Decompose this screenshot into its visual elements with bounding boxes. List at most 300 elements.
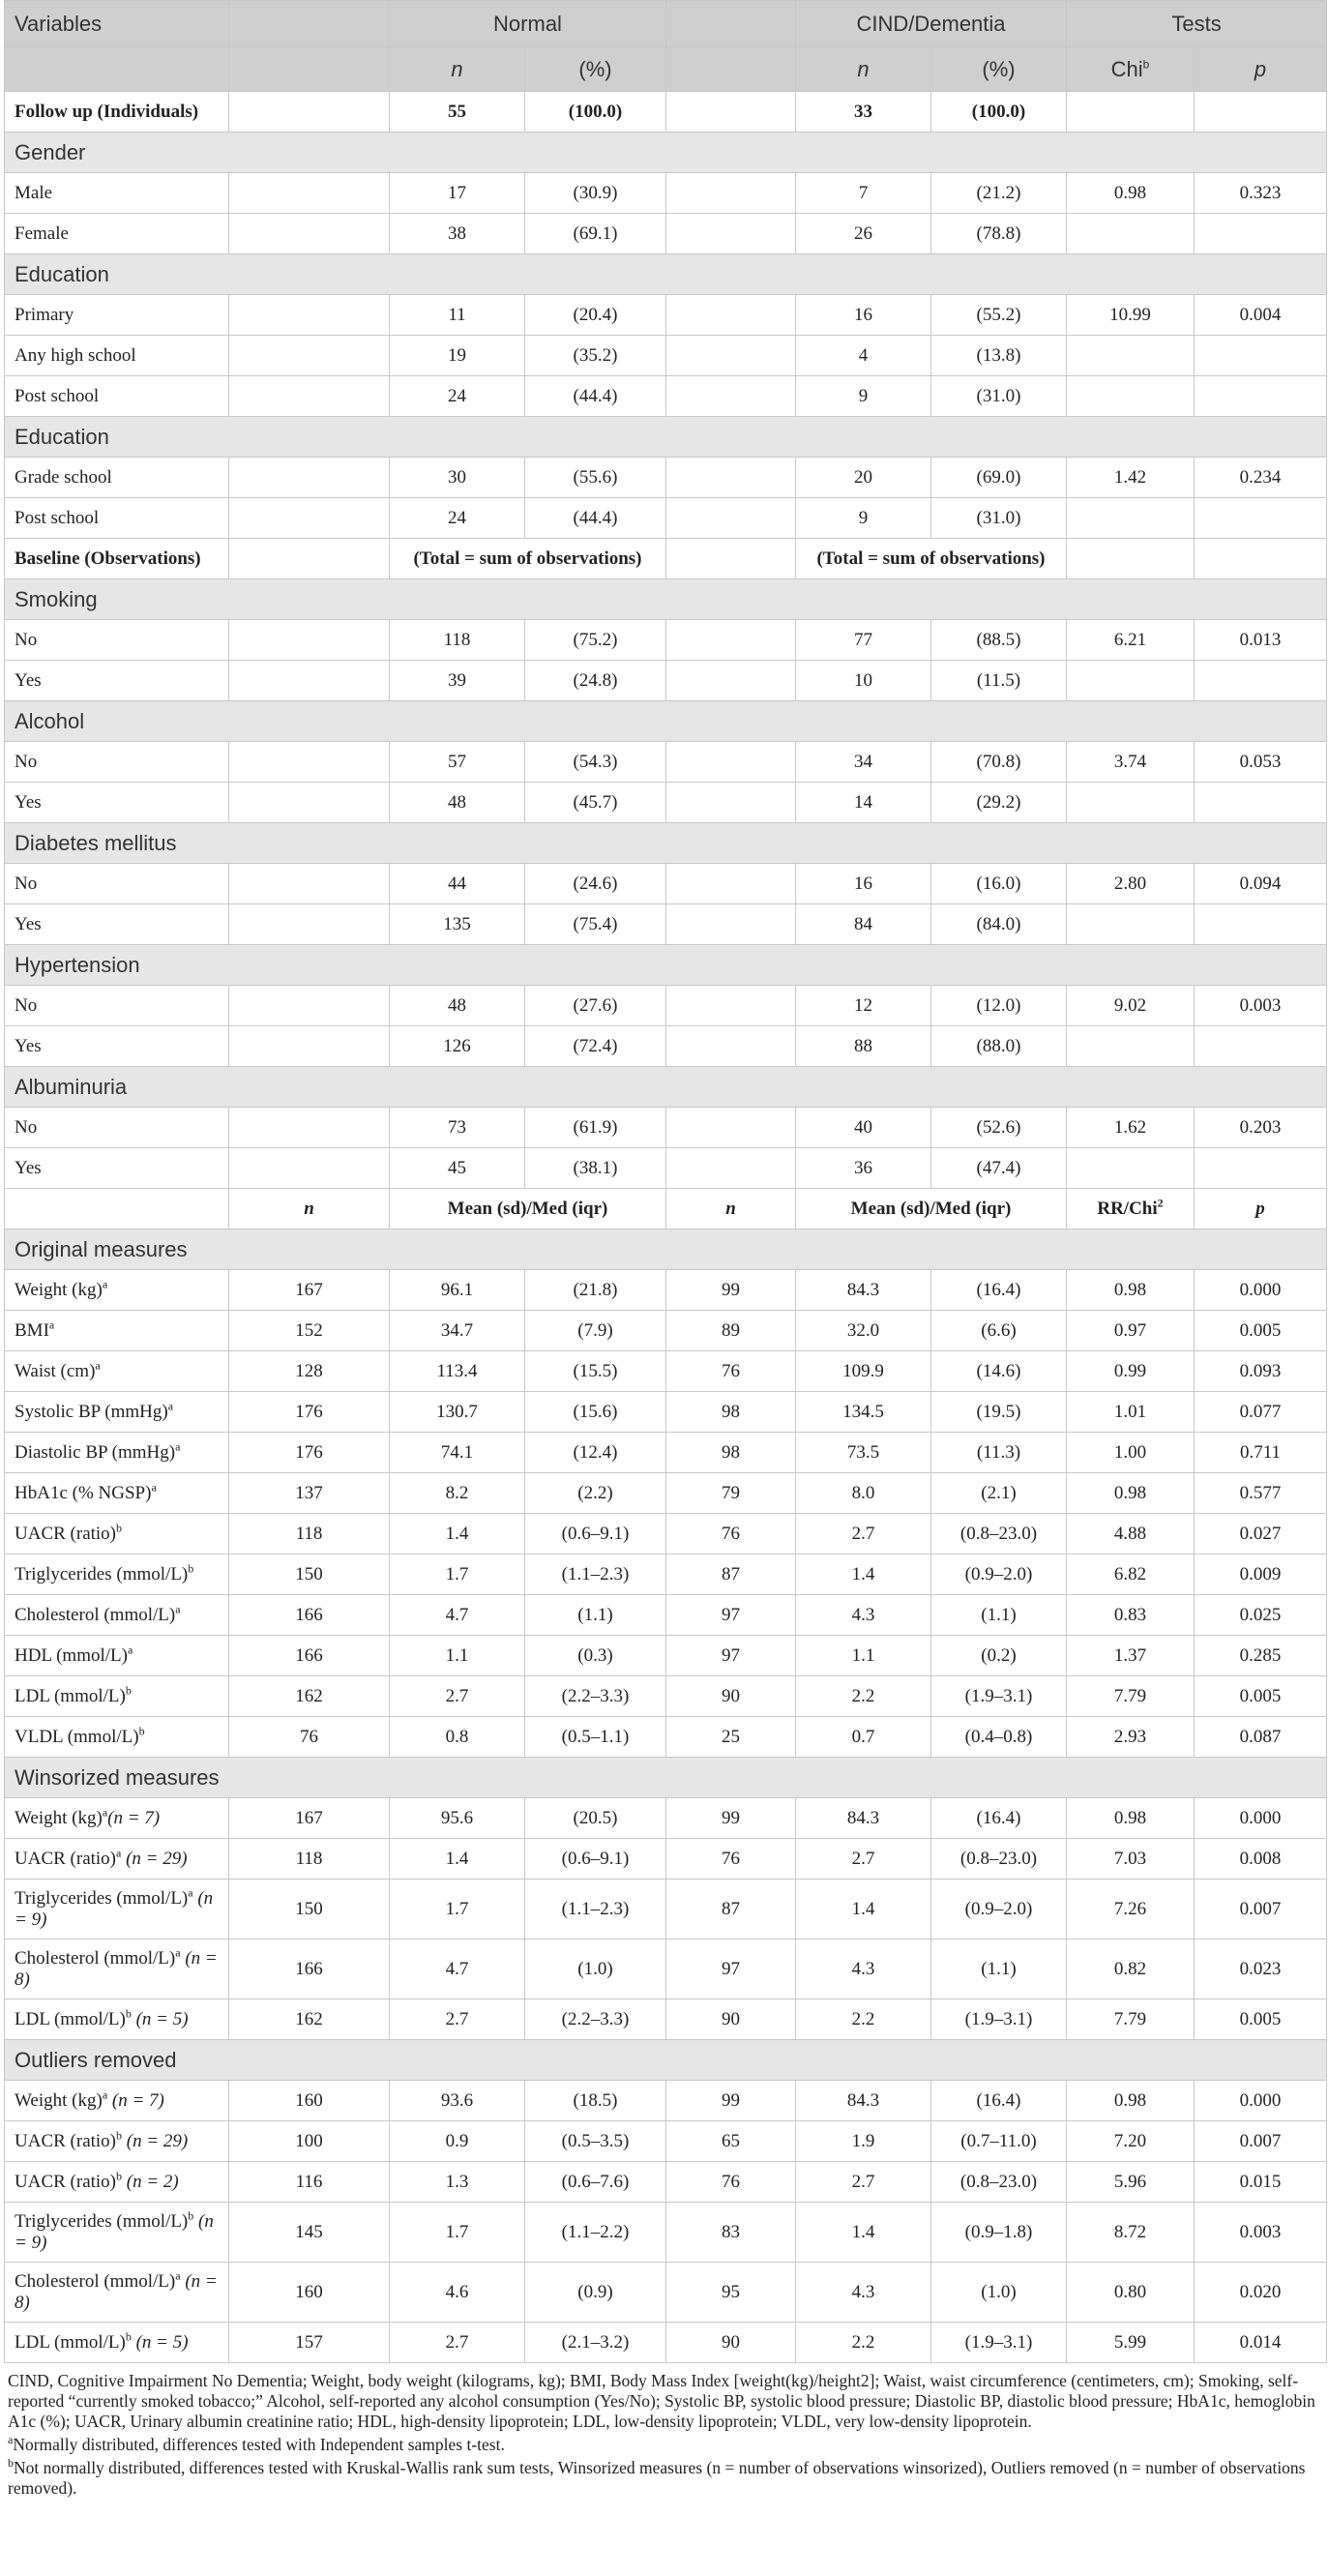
alcohol-section-header xyxy=(5,701,1327,742)
p-value: 0.020 xyxy=(1195,2263,1327,2323)
pct-cind: (31.0) xyxy=(931,498,1067,539)
mean-normal: 0.8 xyxy=(390,1717,525,1758)
gender-section-header xyxy=(5,133,1327,173)
pct-normal: (44.4) xyxy=(525,498,666,539)
p-value: 0.000 xyxy=(1195,2081,1327,2121)
pct-normal: (24.6) xyxy=(525,864,666,904)
pct-normal: (24.8) xyxy=(525,661,666,701)
table-row xyxy=(5,1595,1327,1636)
row-label: No xyxy=(5,742,229,783)
sd-normal: (0.6–9.1) xyxy=(525,1514,666,1554)
row-label: Post school xyxy=(5,376,229,417)
hypertension-section-title: Hypertension xyxy=(5,945,1327,986)
sd-cind: (0.4–0.8) xyxy=(931,1717,1067,1758)
sd-normal: (2.2–3.3) xyxy=(525,1999,666,2040)
mean-normal: 1.4 xyxy=(390,1514,525,1554)
pct-cind: (52.6) xyxy=(931,1108,1067,1148)
mean-cind: 32.0 xyxy=(796,1311,931,1351)
followup-n-cind: 33 xyxy=(796,92,931,133)
p-value: 0.007 xyxy=(1195,2121,1327,2162)
rr-value: 8.72 xyxy=(1067,2203,1195,2263)
table-row xyxy=(5,2162,1327,2203)
table-row xyxy=(5,1514,1327,1554)
n-cind: 95 xyxy=(666,2263,796,2323)
subheader-p: p xyxy=(1195,1189,1327,1229)
sd-cind: (1.9–3.1) xyxy=(931,2323,1067,2363)
education1-section-header xyxy=(5,254,1327,295)
n-normal: 166 xyxy=(229,1636,390,1676)
row-label: Weight (kg)$^a$(n = 7) xyxy=(5,1798,229,1839)
n-normal: 39 xyxy=(390,661,525,701)
p-value: 0.000 xyxy=(1195,1798,1327,1839)
table-row xyxy=(5,2323,1327,2363)
rr-value: 1.00 xyxy=(1067,1433,1195,1473)
sd-cind: (0.2) xyxy=(931,1636,1067,1676)
footnote-a: $^a$Normally distributed, differences tested with Independent samples t-test. xyxy=(8,2433,505,2454)
mean-cind: 1.4 xyxy=(796,2203,931,2263)
pct-cind: (47.4) xyxy=(931,1148,1067,1189)
table-row xyxy=(5,2121,1327,2162)
chi-value: 2.80 xyxy=(1067,864,1195,904)
chi-value: 3.74 xyxy=(1067,742,1195,783)
sd-normal: (12.4) xyxy=(525,1433,666,1473)
rr-value: 7.20 xyxy=(1067,2121,1195,2162)
rr-value: 6.82 xyxy=(1067,1554,1195,1595)
mean-normal: 0.9 xyxy=(390,2121,525,2162)
mean-normal: 2.7 xyxy=(390,1999,525,2040)
n-cind: 16 xyxy=(796,864,931,904)
subheader-n-cind: n xyxy=(666,1189,796,1229)
mean-normal: 34.7 xyxy=(390,1311,525,1351)
smoking-section-title: Smoking xyxy=(5,579,1327,620)
table-row xyxy=(5,620,1327,661)
table-row xyxy=(5,783,1327,823)
n-cind: 87 xyxy=(666,1554,796,1595)
chi-value: 9.02 xyxy=(1067,986,1195,1026)
p-value: 0.023 xyxy=(1195,1939,1327,1999)
pct-normal: (61.9) xyxy=(525,1108,666,1148)
header-pct-normal: (%) xyxy=(525,47,666,92)
sd-cind: (0.9–2.0) xyxy=(931,1880,1067,1939)
sd-cind: (16.4) xyxy=(931,2081,1067,2121)
sd-cind: (0.8–23.0) xyxy=(931,1514,1067,1554)
pct-cind: (69.0) xyxy=(931,458,1067,498)
p-value: 0.711 xyxy=(1195,1433,1327,1473)
p-value: 0.577 xyxy=(1195,1473,1327,1514)
baseline-cind-total: (Total = sum of observations) xyxy=(796,539,1067,579)
n-normal: 44 xyxy=(390,864,525,904)
mean-normal: 2.7 xyxy=(390,1676,525,1717)
row-label: Waist (cm)$^a$ xyxy=(5,1351,229,1392)
n-cind: 77 xyxy=(796,620,931,661)
mean-cind: 4.3 xyxy=(796,1939,931,1999)
row-label: Post school xyxy=(5,498,229,539)
table-row xyxy=(5,904,1327,945)
n-cind: 90 xyxy=(666,1999,796,2040)
mean-normal: 96.1 xyxy=(390,1270,525,1311)
p-value: 0.094 xyxy=(1195,864,1327,904)
header-chi: Chi$^b$ xyxy=(1067,47,1195,92)
followup-pct-normal: (100.0) xyxy=(525,92,666,133)
rr-value: 0.80 xyxy=(1067,2263,1195,2323)
row-label: Triglycerides (mmol/L)$^a$ (n = 9) xyxy=(5,1880,229,1939)
row-label: BMI$^a$ xyxy=(5,1311,229,1351)
pct-normal: (38.1) xyxy=(525,1148,666,1189)
n-cind: 12 xyxy=(796,986,931,1026)
row-label: No xyxy=(5,1108,229,1148)
mean-normal: 1.1 xyxy=(390,1636,525,1676)
row-label: No xyxy=(5,620,229,661)
n-normal: 135 xyxy=(390,904,525,945)
p-value: 0.008 xyxy=(1195,1839,1327,1880)
p-value xyxy=(1195,336,1327,376)
n-cind: 98 xyxy=(666,1392,796,1433)
pct-cind: (78.8) xyxy=(931,214,1067,254)
mean-normal: 8.2 xyxy=(390,1473,525,1514)
sd-cind: (1.9–3.1) xyxy=(931,1676,1067,1717)
table-row xyxy=(5,1939,1327,1999)
sd-cind: (0.8–23.0) xyxy=(931,1839,1067,1880)
p-value: 0.009 xyxy=(1195,1554,1327,1595)
n-cind: 79 xyxy=(666,1473,796,1514)
pct-cind: (13.8) xyxy=(931,336,1067,376)
header-row-2 xyxy=(5,47,1327,92)
p-value: 0.323 xyxy=(1195,173,1327,214)
rr-value: 0.82 xyxy=(1067,1939,1195,1999)
sd-normal: (0.5–3.5) xyxy=(525,2121,666,2162)
n-cind: 97 xyxy=(666,1636,796,1676)
header-n-cind: n xyxy=(796,47,931,92)
table-row xyxy=(5,2081,1327,2121)
rr-value: 0.98 xyxy=(1067,1798,1195,1839)
sd-normal: (1.1) xyxy=(525,1595,666,1636)
outliers-section-title: Outliers removed xyxy=(5,2040,1327,2081)
row-label: Any high school xyxy=(5,336,229,376)
row-label: LDL (mmol/L)$^b$ (n = 5) xyxy=(5,2323,229,2363)
table-row xyxy=(5,661,1327,701)
mean-cind: 84.3 xyxy=(796,2081,931,2121)
p-value xyxy=(1195,904,1327,945)
pct-cind: (29.2) xyxy=(931,783,1067,823)
rr-value: 1.01 xyxy=(1067,1392,1195,1433)
n-cind: 76 xyxy=(666,1351,796,1392)
n-normal: 152 xyxy=(229,1311,390,1351)
mean-normal: 113.4 xyxy=(390,1351,525,1392)
n-cind: 7 xyxy=(796,173,931,214)
row-label: Yes xyxy=(5,1148,229,1189)
mean-cind: 2.2 xyxy=(796,1999,931,2040)
row-label: Diastolic BP (mmHg)$^a$ xyxy=(5,1433,229,1473)
row-label: No xyxy=(5,864,229,904)
row-label: VLDL (mmol/L)$^b$ xyxy=(5,1717,229,1758)
pct-normal: (75.2) xyxy=(525,620,666,661)
subheader-mean-cind: Mean (sd)/Med (iqr) xyxy=(796,1189,1067,1229)
sd-normal: (0.3) xyxy=(525,1636,666,1676)
n-normal: 116 xyxy=(229,2162,390,2203)
mean-cind: 2.7 xyxy=(796,1839,931,1880)
rr-value: 2.93 xyxy=(1067,1717,1195,1758)
n-normal: 118 xyxy=(390,620,525,661)
sd-cind: (0.9–2.0) xyxy=(931,1554,1067,1595)
sd-cind: (14.6) xyxy=(931,1351,1067,1392)
winsorized-section-header xyxy=(5,1758,1327,1798)
pct-cind: (84.0) xyxy=(931,904,1067,945)
n-normal: 76 xyxy=(229,1717,390,1758)
p-value xyxy=(1195,376,1327,417)
n-normal: 45 xyxy=(390,1148,525,1189)
hypertension-section-header xyxy=(5,945,1327,986)
pct-cind: (88.5) xyxy=(931,620,1067,661)
header-pct-cind: (%) xyxy=(931,47,1067,92)
mean-normal: 1.4 xyxy=(390,1839,525,1880)
n-normal: 162 xyxy=(229,1676,390,1717)
row-label: Male xyxy=(5,173,229,214)
n-normal: 118 xyxy=(229,1514,390,1554)
followup-label: Follow up (Individuals) xyxy=(5,92,229,133)
n-cind: 90 xyxy=(666,2323,796,2363)
table-row xyxy=(5,1148,1327,1189)
table-row xyxy=(5,1473,1327,1514)
winsorized-section-title: Winsorized measures xyxy=(5,1758,1327,1798)
baseline-normal-total: (Total = sum of observations) xyxy=(390,539,666,579)
rr-value: 7.03 xyxy=(1067,1839,1195,1880)
mean-cind: 4.3 xyxy=(796,1595,931,1636)
n-cind: 36 xyxy=(796,1148,931,1189)
rr-value: 7.79 xyxy=(1067,1676,1195,1717)
sd-normal: (15.5) xyxy=(525,1351,666,1392)
n-cind: 87 xyxy=(666,1880,796,1939)
row-label: Weight (kg)$^a$ (n = 7) xyxy=(5,2081,229,2121)
n-normal: 176 xyxy=(229,1392,390,1433)
p-value: 0.285 xyxy=(1195,1636,1327,1676)
chi-value xyxy=(1067,214,1195,254)
footnote-b: $^b$Not normally distributed, differences tested with Kruskal-Wallis rank sum tests, Winsorized measures (n = number of observations winsorized), Outliers removed (n = number of observations removed). xyxy=(8,2456,1306,2498)
n-cind: 83 xyxy=(666,2203,796,2263)
table-row xyxy=(5,1392,1327,1433)
mean-normal: 2.7 xyxy=(390,2323,525,2363)
row-label: Female xyxy=(5,214,229,254)
p-value xyxy=(1195,1148,1327,1189)
p-value: 0.087 xyxy=(1195,1717,1327,1758)
sd-cind: (2.1) xyxy=(931,1473,1067,1514)
chi-value: 10.99 xyxy=(1067,295,1195,336)
pct-normal: (35.2) xyxy=(525,336,666,376)
p-value: 0.234 xyxy=(1195,458,1327,498)
pct-normal: (54.3) xyxy=(525,742,666,783)
mean-cind: 84.3 xyxy=(796,1270,931,1311)
table-row xyxy=(5,498,1327,539)
rr-value: 7.26 xyxy=(1067,1880,1195,1939)
n-normal: 24 xyxy=(390,498,525,539)
n-normal: 162 xyxy=(229,1999,390,2040)
sd-normal: (15.6) xyxy=(525,1392,666,1433)
n-cind: 76 xyxy=(666,1514,796,1554)
n-cind: 88 xyxy=(796,1026,931,1067)
rr-value: 0.99 xyxy=(1067,1351,1195,1392)
mean-cind: 109.9 xyxy=(796,1351,931,1392)
table-row xyxy=(5,214,1327,254)
p-value: 0.027 xyxy=(1195,1514,1327,1554)
n-normal: 11 xyxy=(390,295,525,336)
education2-section-header xyxy=(5,417,1327,458)
mean-cind: 73.5 xyxy=(796,1433,931,1473)
subheader-n-normal: n xyxy=(229,1189,390,1229)
mean-normal: 130.7 xyxy=(390,1392,525,1433)
sd-cind: (19.5) xyxy=(931,1392,1067,1433)
pct-cind: (16.0) xyxy=(931,864,1067,904)
n-normal: 126 xyxy=(390,1026,525,1067)
sd-normal: (0.6–9.1) xyxy=(525,1839,666,1880)
n-cind: 65 xyxy=(666,2121,796,2162)
n-normal: 160 xyxy=(229,2263,390,2323)
table-row xyxy=(5,458,1327,498)
sd-cind: (1.1) xyxy=(931,1595,1067,1636)
n-normal: 166 xyxy=(229,1595,390,1636)
table-row xyxy=(5,1717,1327,1758)
rr-value: 5.96 xyxy=(1067,2162,1195,2203)
sd-cind: (0.8–23.0) xyxy=(931,2162,1067,2203)
sd-cind: (16.4) xyxy=(931,1270,1067,1311)
chi-value xyxy=(1067,376,1195,417)
pct-normal: (55.6) xyxy=(525,458,666,498)
header-p: p xyxy=(1195,47,1327,92)
table-row xyxy=(5,173,1327,214)
outliers-section-header xyxy=(5,2040,1327,2081)
sd-cind: (1.1) xyxy=(931,1939,1067,1999)
p-value: 0.093 xyxy=(1195,1351,1327,1392)
row-label: Yes xyxy=(5,783,229,823)
header-variables: Variables xyxy=(5,1,229,47)
n-cind: 26 xyxy=(796,214,931,254)
p-value: 0.003 xyxy=(1195,986,1327,1026)
row-label: Grade school xyxy=(5,458,229,498)
sd-cind: (16.4) xyxy=(931,1798,1067,1839)
subheader-rr: RR/Chi$^2$ xyxy=(1067,1189,1195,1229)
chi-value xyxy=(1067,1148,1195,1189)
table-row xyxy=(5,1999,1327,2040)
table-row xyxy=(5,864,1327,904)
subheader-mean-normal: Mean (sd)/Med (iqr) xyxy=(390,1189,666,1229)
rr-value: 0.98 xyxy=(1067,2081,1195,2121)
chi-value: 0.98 xyxy=(1067,173,1195,214)
n-cind: 76 xyxy=(666,1839,796,1880)
n-normal: 137 xyxy=(229,1473,390,1514)
sd-normal: (18.5) xyxy=(525,2081,666,2121)
mean-normal: 4.6 xyxy=(390,2263,525,2323)
row-label: UACR (ratio)$^b$ (n = 2) xyxy=(5,2162,229,2203)
p-value: 0.004 xyxy=(1195,295,1327,336)
education2-section-title: Education xyxy=(5,417,1327,458)
table-row xyxy=(5,1554,1327,1595)
footnote-abbreviations: CIND, Cognitive Impairment No Dementia; Weight, body weight (kilograms, kg); BMI, Body Mass Index [weight(kg)/height2]; Waist, waist circumference (centimeters, cm); Smoking, self-reported “currently smoked tobacco;” Alcohol, self-reported any alcohol consumption (Yes/No); Systolic BP, systolic blood pressure; Diastolic BP, diastolic blood pressure; HbA1c, hemoglobin A1c (%); UACR, Urinary albumin creatinine ratio; HDL, high-density lipoprotein; LDL, low-density lipoprotein; VLDL, very low-density lipoprotein. xyxy=(8,2371,1315,2431)
sd-cind: (6.6) xyxy=(931,1311,1067,1351)
pct-cind: (70.8) xyxy=(931,742,1067,783)
table-row xyxy=(5,1351,1327,1392)
n-normal: 48 xyxy=(390,783,525,823)
sd-cind: (0.9–1.8) xyxy=(931,2203,1067,2263)
rr-value: 0.97 xyxy=(1067,1311,1195,1351)
n-normal: 160 xyxy=(229,2081,390,2121)
pct-normal: (27.6) xyxy=(525,986,666,1026)
row-label: HbA1c (% NGSP)$^a$ xyxy=(5,1473,229,1514)
mean-cind: 4.3 xyxy=(796,2263,931,2323)
chi-value xyxy=(1067,783,1195,823)
n-cind: 9 xyxy=(796,498,931,539)
n-cind: 4 xyxy=(796,336,931,376)
table-row xyxy=(5,336,1327,376)
n-cind: 84 xyxy=(796,904,931,945)
n-cind: 34 xyxy=(796,742,931,783)
mean-cind: 2.7 xyxy=(796,1514,931,1554)
pct-normal: (45.7) xyxy=(525,783,666,823)
table-row xyxy=(5,1676,1327,1717)
chi-value xyxy=(1067,336,1195,376)
n-cind: 89 xyxy=(666,1311,796,1351)
row-label: Cholesterol (mmol/L)$^a$ (n = 8) xyxy=(5,2263,229,2323)
pct-cind: (88.0) xyxy=(931,1026,1067,1067)
chi-value: 1.62 xyxy=(1067,1108,1195,1148)
table-row xyxy=(5,1839,1327,1880)
pct-normal: (69.1) xyxy=(525,214,666,254)
pct-cind: (31.0) xyxy=(931,376,1067,417)
row-label: Yes xyxy=(5,661,229,701)
row-label: UACR (ratio)$^b$ xyxy=(5,1514,229,1554)
mean-cind: 1.4 xyxy=(796,1554,931,1595)
mean-cind: 134.5 xyxy=(796,1392,931,1433)
sd-normal: (7.9) xyxy=(525,1311,666,1351)
baseline-label: Baseline (Observations) xyxy=(5,539,229,579)
rr-value: 5.99 xyxy=(1067,2323,1195,2363)
mean-cind: 1.9 xyxy=(796,2121,931,2162)
n-cind: 99 xyxy=(666,1270,796,1311)
row-label: Primary xyxy=(5,295,229,336)
row-label: UACR (ratio)$^a$ (n = 29) xyxy=(5,1839,229,1880)
n-normal: 30 xyxy=(390,458,525,498)
chi-value xyxy=(1067,1026,1195,1067)
n-cind: 99 xyxy=(666,2081,796,2121)
pct-normal: (72.4) xyxy=(525,1026,666,1067)
baseline-row xyxy=(5,539,1327,579)
chi-value xyxy=(1067,904,1195,945)
mean-cind: 1.1 xyxy=(796,1636,931,1676)
diabetes-section-title: Diabetes mellitus xyxy=(5,823,1327,864)
pct-cind: (11.5) xyxy=(931,661,1067,701)
n-cind: 97 xyxy=(666,1939,796,1999)
sd-cind: (0.7–11.0) xyxy=(931,2121,1067,2162)
n-normal: 150 xyxy=(229,1880,390,1939)
n-cind: 99 xyxy=(666,1798,796,1839)
row-label: UACR (ratio)$^b$ (n = 29) xyxy=(5,2121,229,2162)
pct-normal: (75.4) xyxy=(525,904,666,945)
albuminuria-section-header xyxy=(5,1067,1327,1108)
sd-normal: (21.8) xyxy=(525,1270,666,1311)
mean-cind: 2.2 xyxy=(796,2323,931,2363)
n-cind: 40 xyxy=(796,1108,931,1148)
header-n-normal: n xyxy=(390,47,525,92)
n-normal: 167 xyxy=(229,1270,390,1311)
row-label: Weight (kg)$^a$ xyxy=(5,1270,229,1311)
p-value: 0.000 xyxy=(1195,1270,1327,1311)
n-cind: 98 xyxy=(666,1433,796,1473)
n-normal: 57 xyxy=(390,742,525,783)
n-normal: 48 xyxy=(390,986,525,1026)
diabetes-section-header xyxy=(5,823,1327,864)
table-row xyxy=(5,1433,1327,1473)
p-value: 0.013 xyxy=(1195,620,1327,661)
sd-normal: (0.5–1.1) xyxy=(525,1717,666,1758)
n-cind: 97 xyxy=(666,1595,796,1636)
rr-value: 1.37 xyxy=(1067,1636,1195,1676)
